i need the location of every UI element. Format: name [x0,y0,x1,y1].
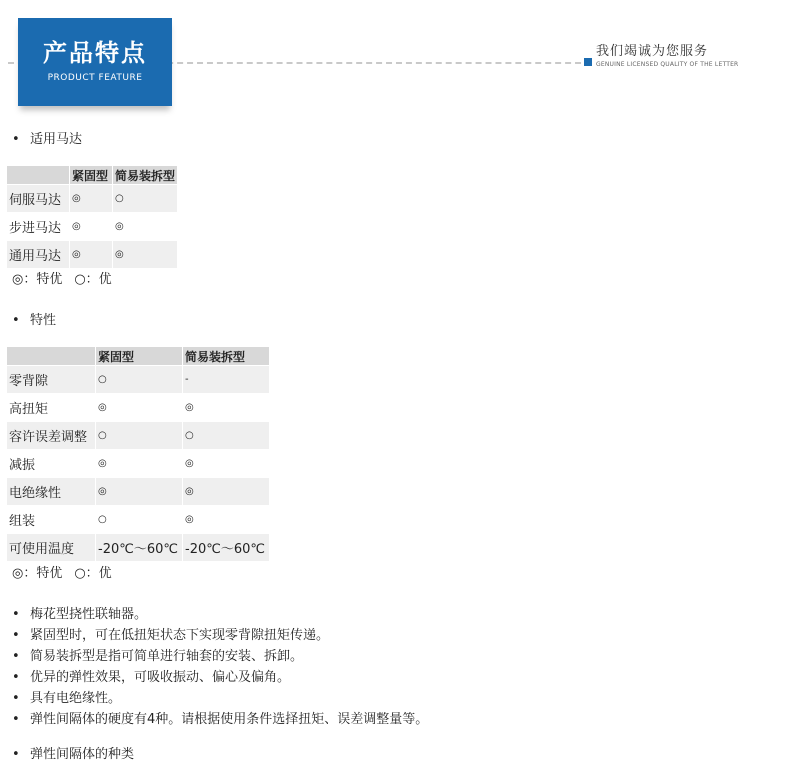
spacer-types-heading [12,747,134,763]
list-item [12,688,428,709]
legend-excellent: ◎：特优 [12,566,63,581]
slogan [584,44,790,70]
cell-easy: ◎ [183,506,270,534]
props-legend [12,566,112,582]
motor-col-fixed: 紧固型 [70,166,113,185]
feature-text: 优异的弹性效果，可吸收振动、偏心及偏角。 [30,670,291,685]
bullet-icon: • [12,313,20,328]
bullet-icon: • [12,649,20,664]
cell-easy: ○ [183,422,270,450]
bullet-icon: • [12,747,20,762]
row-label: 步进马达 [7,213,70,241]
row-label: 减振 [7,450,96,478]
motor-legend [12,272,112,288]
row-label: 高扭矩 [7,394,96,422]
cell-fixed: ◎ [70,185,113,213]
cell-easy: ◎ [113,241,178,269]
props-section-heading [12,313,56,329]
table-row [7,241,178,269]
badge-title: 产品特点 [43,39,147,67]
cell-easy: ○ [113,185,178,213]
feature-text: 紧固型时，可在低扭矩状态下实现零背隙扭矩传递。 [30,628,330,643]
table-row [7,422,270,450]
props-col-easy: 简易装拆型 [183,347,270,366]
legend-excellent: ◎：特优 [12,272,63,287]
table-row [7,185,178,213]
list-item [12,646,428,667]
cell-fixed: ◎ [96,450,183,478]
cell-fixed: -20℃～60℃ [96,534,183,562]
cell-easy: ◎ [183,478,270,506]
feature-list [12,604,428,730]
table-row [7,213,178,241]
feature-text: 梅花型挠性联轴器。 [30,607,148,622]
cell-easy: ◎ [183,450,270,478]
row-label: 组装 [7,506,96,534]
badge-subtitle: PRODUCT FEATURE [47,73,143,83]
cell-fixed: ◎ [96,478,183,506]
legend-good: ○：优 [74,272,112,287]
cell-easy: -20℃～60℃ [183,534,270,562]
cell-easy: ◎ [183,394,270,422]
cell-easy: - [183,366,270,394]
list-item [12,604,428,625]
row-label: 伺服马达 [7,185,70,213]
motor-table [6,165,178,269]
cell-easy: ◎ [113,213,178,241]
cell-fixed: ○ [96,506,183,534]
props-col-blank [7,347,96,366]
slogan-sub: GENUINE LICENSED QUALITY OF THE LETTER [596,61,739,68]
row-label: 可使用温度 [7,534,96,562]
slogan-main: 我们竭诚为您服务 [596,44,709,59]
table-row [7,450,270,478]
row-label: 零背隙 [7,366,96,394]
motor-col-blank [7,166,70,185]
bullet-icon: • [12,670,20,685]
props-heading-text: 特性 [30,313,57,328]
bullet-icon: • [12,628,20,643]
props-col-fixed: 紧固型 [96,347,183,366]
cell-fixed: ○ [96,366,183,394]
feature-text: 弹性间隔体的硬度有4种。请根据使用条件选择扭矩、误差调整量等。 [30,712,429,727]
list-item [12,709,428,730]
section-badge [18,18,172,106]
table-row [7,394,270,422]
feature-text: 简易装拆型是指可简单进行轴套的安装、拆卸。 [30,649,304,664]
table-row [7,534,270,562]
feature-text: 具有电绝缘性。 [30,691,122,706]
bullet-icon: • [12,132,20,147]
cell-fixed: ◎ [96,394,183,422]
slogan-square-icon [584,58,592,66]
spacer-types-text: 弹性间隔体的种类 [30,747,135,762]
bullet-icon: • [12,607,20,622]
row-label: 电绝缘性 [7,478,96,506]
table-row [7,478,270,506]
legend-good: ○：优 [74,566,112,581]
motor-section-heading [12,132,82,148]
row-label: 通用马达 [7,241,70,269]
list-item [12,625,428,646]
cell-fixed: ○ [96,422,183,450]
cell-fixed: ◎ [70,241,113,269]
page-header [0,0,790,120]
table-row [7,506,270,534]
props-table [6,346,270,562]
motor-col-easy: 简易装拆型 [113,166,178,185]
cell-fixed: ◎ [70,213,113,241]
row-label: 容许误差调整 [7,422,96,450]
bullet-icon: • [12,691,20,706]
table-row [7,366,270,394]
bullet-icon: • [12,712,20,727]
list-item [12,667,428,688]
motor-heading-text: 适用马达 [30,132,83,147]
